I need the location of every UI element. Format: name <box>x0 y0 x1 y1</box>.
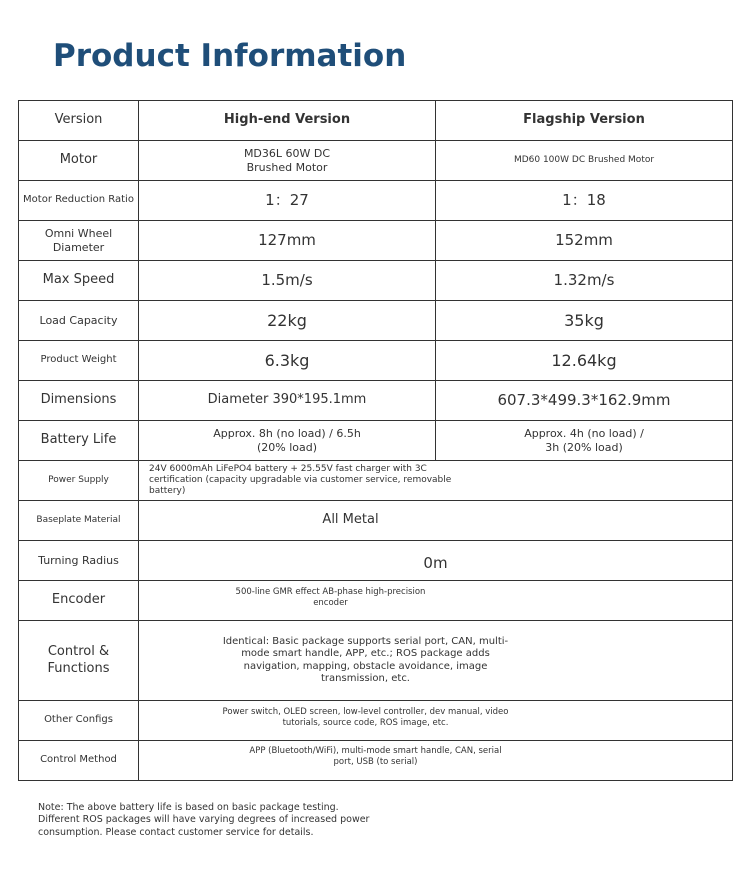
baseplate-text: All Metal <box>322 512 379 528</box>
row-label: Product Weight <box>19 341 139 381</box>
row-label: Baseplate Material <box>19 501 139 541</box>
spec-table <box>18 100 733 781</box>
row-label: Motor Reduction Ratio <box>19 181 139 221</box>
table-row <box>19 581 733 621</box>
table-row <box>19 421 733 461</box>
high-end-header: High-end Version <box>139 101 436 141</box>
row-label: Control Method <box>19 741 139 781</box>
high-end-value: Diameter 390*195.1mm <box>139 381 436 421</box>
flagship-value: MD60 100W DC Brushed Motor <box>436 141 733 181</box>
flagship-header: Flagship Version <box>436 101 733 141</box>
table-row <box>19 621 733 701</box>
merged-value <box>139 701 733 741</box>
row-label: Omni Wheel Diameter <box>19 221 139 261</box>
row-label: Battery Life <box>19 421 139 461</box>
merged-value <box>139 461 733 501</box>
table-row <box>19 261 733 301</box>
high-end-value: 1.5m/s <box>139 261 436 301</box>
flagship-value: 1.32m/s <box>436 261 733 301</box>
row-label: Dimensions <box>19 381 139 421</box>
row-label: Turning Radius <box>19 541 139 581</box>
control-method-text: APP (Bluetooth/WiFi), multi-mode smart handle, CAN, serial port, USB (to serial) <box>249 746 502 767</box>
high-end-value <box>139 421 436 461</box>
merged-value <box>139 541 733 581</box>
flagship-value: 1：18 <box>436 181 733 221</box>
high-end-battery-text: Approx. 8h (no load) / 6.5h (20% load) <box>213 426 361 454</box>
table-header-row <box>19 101 733 141</box>
flagship-value: 152mm <box>436 221 733 261</box>
table-row <box>19 141 733 181</box>
row-label: Motor <box>19 141 139 181</box>
high-end-value <box>139 141 436 181</box>
version-header: Version <box>19 101 139 141</box>
row-label: Other Configs <box>19 701 139 741</box>
footnote: Note: The above battery life is based on basic package testing. Different ROS packages will have varying degrees of increased power consumption. Please contact customer service for details. <box>38 802 370 838</box>
control-functions-text: Identical: Basic package supports serial port, CAN, multi-mode smart handle, APP, etc.; ROS package adds navigation, mapping, obstacle avoidance, image transmission, etc. <box>222 635 509 684</box>
table-row <box>19 301 733 341</box>
other-configs-text: Power switch, OLED screen, low-level controller, dev manual, video tutorials, source code, ROS image, etc. <box>222 707 509 728</box>
encoder-text: 500-line GMR effect AB-phase high-precision encoder <box>235 587 426 608</box>
flagship-value: 12.64kg <box>436 341 733 381</box>
high-end-value: 6.3kg <box>139 341 436 381</box>
table-row <box>19 701 733 741</box>
row-label: Encoder <box>19 581 139 621</box>
high-end-value: 22kg <box>139 301 436 341</box>
table-row <box>19 181 733 221</box>
row-label: Load Capacity <box>19 301 139 341</box>
table-row <box>19 741 733 781</box>
page-title: Product Information <box>53 38 407 74</box>
merged-value <box>139 621 733 701</box>
table-row <box>19 221 733 261</box>
high-end-value: 1：27 <box>139 181 436 221</box>
flagship-battery-text: Approx. 4h (no load) / 3h (20% load) <box>524 426 644 454</box>
power-supply-text: 24V 6000mAh LiFePO4 battery + 25.55V fast charger with 3C certification (capacity upgradable via customer service, removable battery) <box>149 463 452 497</box>
row-label: Power Supply <box>19 461 139 501</box>
flagship-value: 607.3*499.3*162.9mm <box>436 381 733 421</box>
flagship-value <box>436 421 733 461</box>
high-end-motor-text: MD36L 60W DC Brushed Motor <box>243 146 331 174</box>
high-end-value: 127mm <box>139 221 436 261</box>
table-row <box>19 381 733 421</box>
turning-radius-text: 0m <box>423 554 448 573</box>
row-label: Control & Functions <box>19 621 139 701</box>
merged-value <box>139 581 733 621</box>
row-label: Max Speed <box>19 261 139 301</box>
merged-value <box>139 741 733 781</box>
table-row <box>19 461 733 501</box>
table-row <box>19 501 733 541</box>
table-row <box>19 541 733 581</box>
table-row <box>19 341 733 381</box>
flagship-value: 35kg <box>436 301 733 341</box>
merged-value <box>139 501 733 541</box>
